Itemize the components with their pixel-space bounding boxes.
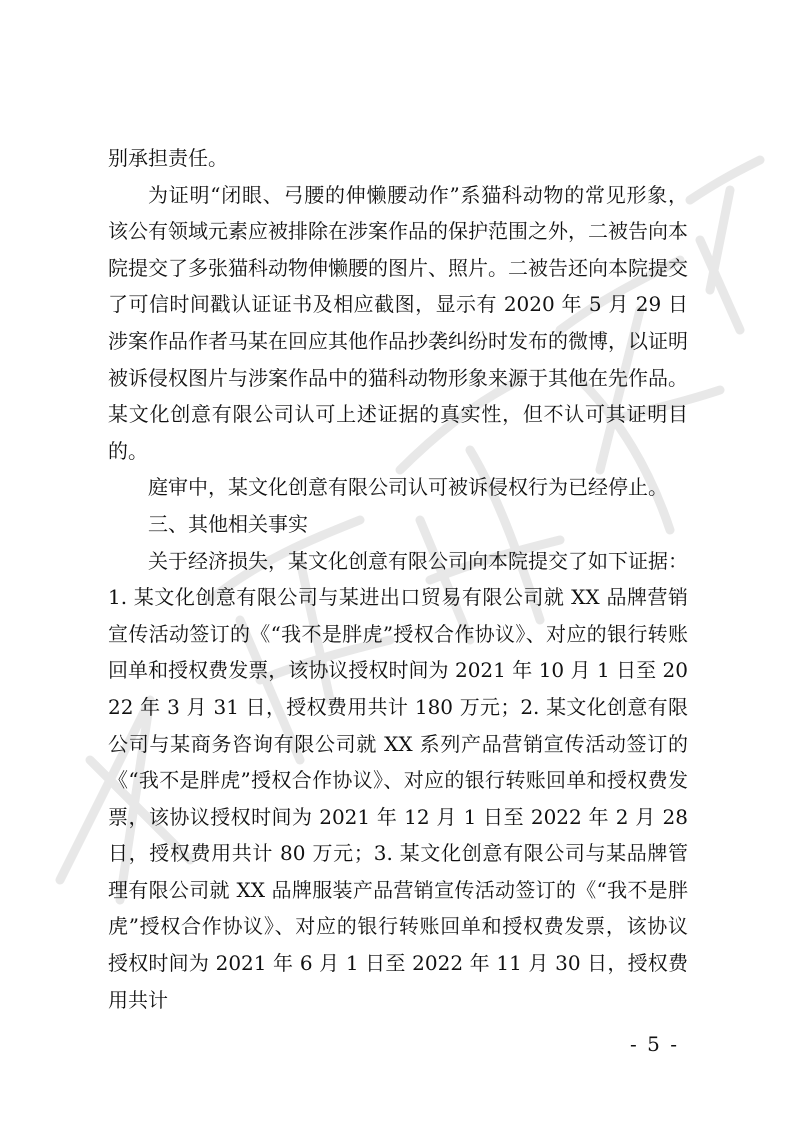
paragraph-economic-loss: 关于经济损失，某文化创意有限公司向本院提交了如下证据：1. 某文化创意有限公司与某进出口贸易有限公司就 XX 品牌营销宣传活动签订的《“我不是胖虎”授权合作协议》、对应的银行转账回单和授权费发票，该协议授权时间为 2021 年 10 月 1 日至 2022 年 3 月 31 日，授权费用共计 180 万元；2. 某文化创意有限公司与某商务咨询有限公司就 XX 系列产品营销宣传活动签订的《“我不是胖虎”授权合作协议》、对应的银行转账回单和授权费发票，该协议授权时间为 2021 年 12 月 1 日至 2022 年 2 月 28 日，授权费用共计 80 万元；3. 某文化创意有限公司与某品牌管理有限公司就 XX 品牌服装产品营销宣传活动签订的《“我不是胖虎”授权合作协议》、对应的银行转账回单和授权费发票，该协议授权时间为 2021 年 6 月 1 日至 2022 年 11 月 30 日，授权费用共计 (108, 548, 688, 1012)
page-number: - 5 - (630, 1032, 679, 1056)
paragraph-trial: 庭审中，某文化创意有限公司认可被诉侵权行为已经停止。 (148, 475, 668, 500)
section-heading: 三、其他相关事实 (148, 511, 308, 536)
paragraph-continuation: 别承担责任。 (108, 146, 228, 170)
document-body (108, 140, 688, 1018)
paragraph-evidence-defendants: 为证明“闭眼、弓腰的伸懒腰动作”系猫科动物的常见形象，该公有领域元素应被排除在涉案作品的保护范围之外，二被告向本院提交了多张猫科动物伸懒腰的图片、照片。二被告还向本院提交了可信时间戳认证证书及相应截图，显示有 2020 年 5 月 29 日涉案作品作者马某在回应其他作品抄袭纠纷时发布的微博，以证明被诉侵权图片与涉案作品中的猫科动物形象来源于其他在先作品。某文化创意有限公司认可上述证据的真实性，但不认可其证明目的。 (108, 182, 688, 463)
